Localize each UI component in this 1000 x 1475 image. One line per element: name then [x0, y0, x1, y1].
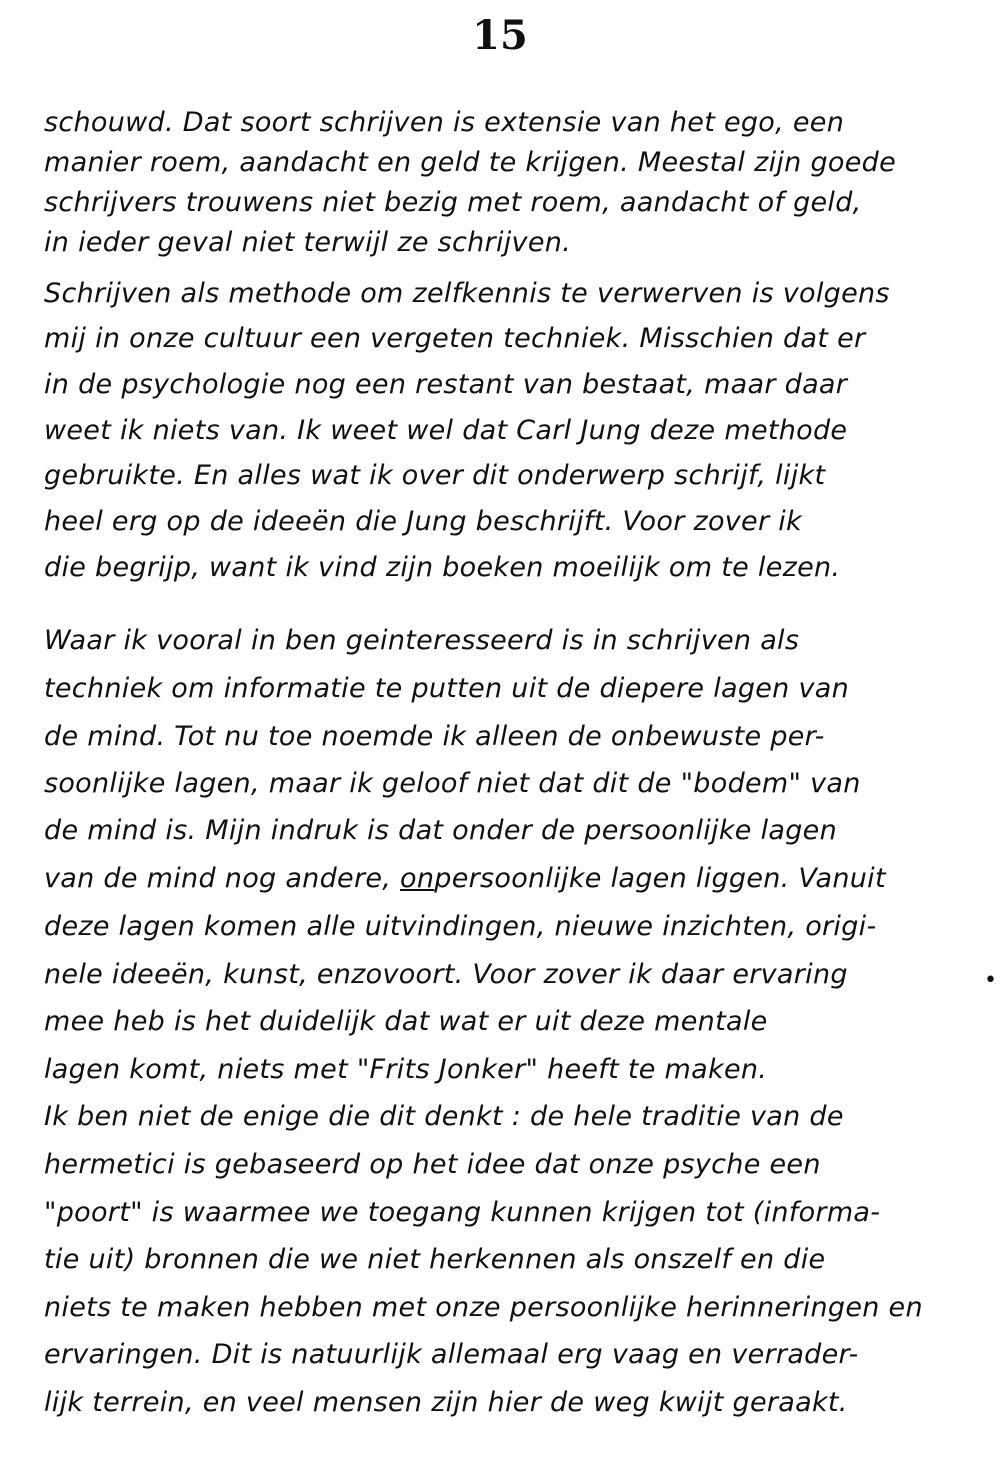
text-line: soonlijke lagen, maar ik geloof niet dat dit de "bodem" van: [44, 768, 861, 799]
text-line: niets te maken hebben met onze persoonlijke herinneringen en: [44, 1292, 923, 1323]
text-line: techniek om informatie te putten uit de diepere lagen van: [44, 673, 850, 704]
text-line: in ieder geval niet terwijl ze schrijven.: [44, 227, 572, 258]
text-line: de mind. Tot nu toe noemde ik alleen de onbewuste per-: [44, 721, 825, 752]
text-line: de mind is. Mijn indruk is dat onder de persoonlijke lagen: [44, 815, 837, 846]
text-line: manier roem, aandacht en geld te krijgen. Meestal zijn goede: [44, 147, 896, 178]
text-line: lijk terrein, en veel mensen zijn hier de weg kwijt geraakt.: [44, 1387, 848, 1418]
text-line: heel erg op de ideeën die Jung beschrijft. Voor zover ik: [44, 506, 802, 537]
text-line-with-underline: [44, 862, 886, 896]
text-line: deze lagen komen alle uitvindingen, nieuwe inzichten, origi-: [44, 911, 877, 942]
text-segment: van de mind nog andere,: [44, 863, 401, 894]
stray-ink-mark: •: [984, 968, 997, 993]
text-line: ervaringen. Dit is natuurlijk allemaal erg vaag en verrader-: [44, 1339, 859, 1370]
text-line: Schrijven als methode om zelfkennis te verwerven is volgens: [44, 278, 890, 309]
text-line: mij in onze cultuur een vergeten techniek. Misschien dat er: [44, 323, 866, 354]
text-line: schrijvers trouwens niet bezig met roem, aandacht of geld,: [44, 187, 862, 218]
text-segment: persoonlijke lagen liggen. Vanuit: [434, 863, 886, 894]
text-line: tie uit) bronnen die we niet herkennen als onszelf en die: [44, 1244, 826, 1275]
text-line: nele ideeën, kunst, enzovoort. Voor zover ik daar ervaring: [44, 959, 848, 990]
text-line: weet ik niets van. Ik weet wel dat Carl Jung deze methode: [44, 415, 848, 446]
text-line: in de psychologie nog een restant van bestaat, maar daar: [44, 369, 848, 400]
text-line: hermetici is gebaseerd op het idee dat onze psyche een: [44, 1149, 821, 1180]
text-line: mee heb is het duidelijk dat wat er uit deze mentale: [44, 1006, 768, 1037]
text-line: Ik ben niet de enige die dit denkt : de hele traditie van de: [44, 1101, 844, 1132]
underlined-prefix: on: [400, 863, 435, 894]
text-line: lagen komt, niets met "Frits Jonker" heeft te maken.: [44, 1054, 768, 1085]
page-number: 15: [472, 12, 528, 59]
text-line: schouwd. Dat soort schrijven is extensie van het ego, een: [44, 107, 845, 138]
text-line: die begrijp, want ik vind zijn boeken moeilijk om te lezen.: [44, 552, 841, 583]
text-line: "poort" is waarmee we toegang kunnen krijgen tot (informa-: [44, 1197, 881, 1228]
text-line: gebruikte. En alles wat ik over dit onderwerp schrijf, lijkt: [44, 460, 826, 491]
text-line: Waar ik vooral in ben geinteresseerd is in schrijven als: [44, 625, 800, 656]
